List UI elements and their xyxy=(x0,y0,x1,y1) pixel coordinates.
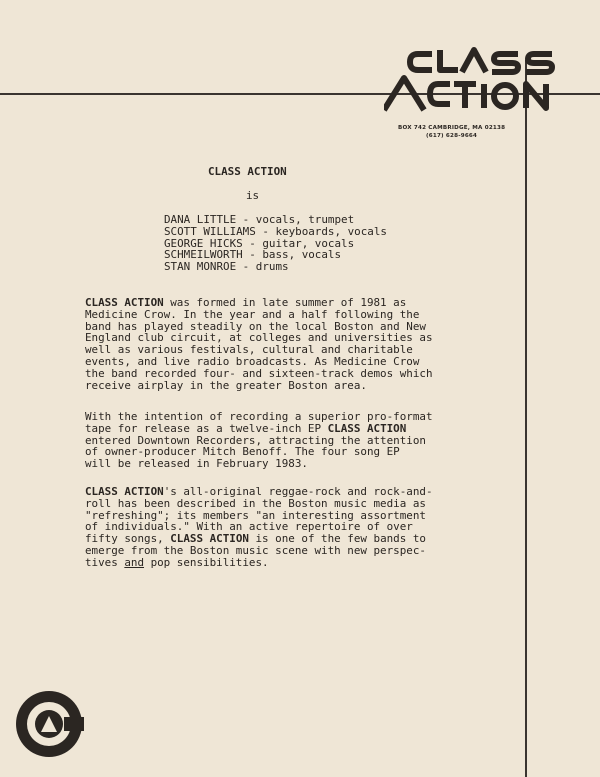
text-line: England club circuit, at colleges and universities as xyxy=(85,331,433,345)
text-line: "refreshing"; its members "an interesting assortment xyxy=(85,508,426,522)
address-line: BOX 742 CAMBRIDGE, MA 02138 xyxy=(398,125,506,131)
text-line: receive airplay in the greater Boston area. xyxy=(85,378,367,392)
class-action-logo xyxy=(384,42,560,114)
circle-a-logo-icon xyxy=(14,689,84,759)
band-name: CLASS ACTION xyxy=(170,532,249,546)
return-address xyxy=(398,124,505,140)
text-span: tape for release as a twelve-inch EP xyxy=(85,421,328,435)
paragraph-music xyxy=(85,486,433,569)
paragraph-history xyxy=(85,297,433,391)
text-line xyxy=(85,557,433,569)
text-line xyxy=(85,423,433,435)
text-line: With the intention of recording a superior pro-format xyxy=(85,410,433,423)
member-item: GEORGE HICKS - guitar, vocals xyxy=(164,236,355,250)
band-name: CLASS ACTION xyxy=(327,421,407,435)
text-line: will be released in February 1983. xyxy=(85,457,308,471)
text-line: of owner-producer Mitch Benoff. The four song EP xyxy=(85,445,400,459)
paragraph-recording xyxy=(85,411,433,470)
text-span: tives xyxy=(85,555,125,569)
member-list xyxy=(164,214,387,273)
is-word: is xyxy=(246,189,260,202)
text-line: of individuals." With an active repertoire of over xyxy=(85,520,413,534)
member-item: SCOTT WILLIAMS - keyboards, vocals xyxy=(164,224,387,238)
member-item: SCHMEILWORTH - bass, vocals xyxy=(164,248,342,262)
member-item: STAN MONROE - drums xyxy=(164,260,289,274)
underlined-word: and xyxy=(124,555,145,569)
member-item: DANA LITTLE - vocals, trumpet xyxy=(164,213,355,226)
text-line: roll has been described in the Boston music media as xyxy=(85,496,426,510)
text-span: fifty songs, xyxy=(85,532,171,546)
phone-number: (617) 628-9664 xyxy=(426,133,478,139)
text-line: events, and live radio broadcasts. As Medicine Crow xyxy=(85,354,420,368)
text-span: is one of the few bands to xyxy=(248,532,426,546)
text-line: Medicine Crow. In the year and a half following the xyxy=(85,307,420,321)
text-line: well as various festivals, cultural and charitable xyxy=(85,343,413,357)
text-span: 's all-original reggae-rock and rock-and- xyxy=(163,485,433,498)
text-span: was formed in late summer of 1981 as xyxy=(163,296,407,309)
text-line: band has played steadily on the local Boston and New xyxy=(85,319,426,333)
margin-rule xyxy=(525,60,527,777)
document-title: CLASS ACTION xyxy=(208,165,287,178)
text-line: the band recorded four- and sixteen-track demos which xyxy=(85,366,433,380)
text-span: pop sensibilities. xyxy=(144,555,269,569)
band-name: CLASS ACTION xyxy=(85,485,164,498)
text-line: entered Downtown Recorders, attracting the attention xyxy=(85,433,426,447)
text-line: emerge from the Boston music scene with new perspec- xyxy=(85,543,426,557)
band-name: CLASS ACTION xyxy=(85,296,164,309)
